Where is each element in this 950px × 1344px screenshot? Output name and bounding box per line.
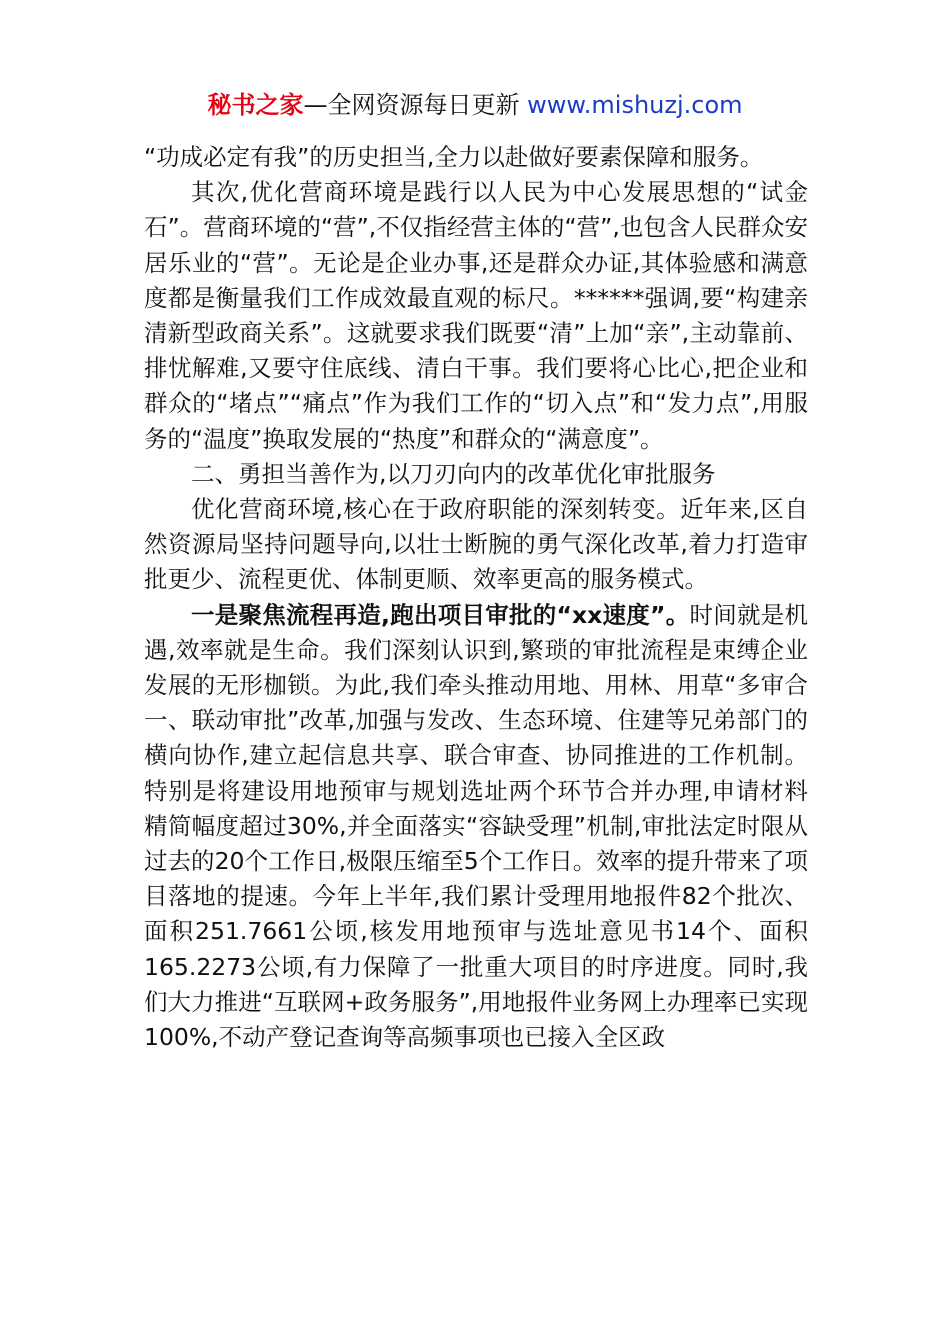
section-heading: 二、勇担当善作为,以刀刃向内的改革优化审批服务 <box>191 459 716 488</box>
site-brand: 秘书之家 <box>207 91 304 119</box>
paragraph-lead-bold: 一是聚焦流程再造,跑出项目审批的“xx速度”。 <box>191 600 690 629</box>
paragraph-continuation: “功成必定有我”的历史担当,全力以赴做好要素保障和服务。 <box>144 143 764 171</box>
site-tagline: —全网资源每日更新 <box>303 91 520 119</box>
site-url[interactable]: www.mishuzj.com <box>527 91 743 119</box>
document-body <box>144 140 808 1055</box>
paragraph-business-environment: 其次,优化营商环境是践行以人民为中心发展思想的“试金石”。营商环境的“营”,不仅指经营主体的“营”,也包含人民群众安居乐业的“营”。无论是企业办事,还是群众办证,其体验感和满意度都是衡量我们工作成效最直观的标尺。******强调,要“构建亲清新型政商关系”。这就要求我们既要“清”上加“亲”,主动靠前、排忧解难,又要守住底线、清白干事。我们要将心比心,把企业和群众的“堵点”“痛点”作为我们工作的“切入点”和“发力点”,用服务的“温度”换取发展的“热度”和群众的“满意度”。 <box>144 178 808 453</box>
paragraph-reform-intro: 优化营商环境,核心在于政府职能的深刻转变。近年来,区自然资源局坚持问题导向,以壮士断腕的勇气深化改革,着力打造审批更少、流程更优、体制更顺、效率更高的服务模式。 <box>144 495 808 594</box>
paragraph-body: 时间就是机遇,效率就是生命。我们深刻认识到,繁琐的审批流程是束缚企业发展的无形枷锁。为此,我们牵头推动用地、用林、用草“多审合一、联动审批”改革,加强与发改、生态环境、住建等兄弟部门的横向协作,建立起信息共享、联合审查、协同推进的工作机制。特别是将建设用地预审与规划选址两个环节合并办理,申请材料精简幅度超过30%,并全面落实“容缺受理”机制,审批法定时限从过去的20个工作日,极限压缩至5个工作日。效率的提升带来了项目落地的提速。今年上半年,我们累计受理用地报件82个批次、面积251.7661公顷,核发用地预审与选址意见书14个、面积165.2273公顷,有力保障了一批重大项目的时序进度。同时,我们大力推进“互联网+政务服务”,用地报件业务网上办理率已实现100%,不动产登记查询等高频事项也已接入全区政 <box>144 600 809 1052</box>
page-header <box>0 88 950 122</box>
paragraph-process-reengineering <box>144 598 808 1056</box>
